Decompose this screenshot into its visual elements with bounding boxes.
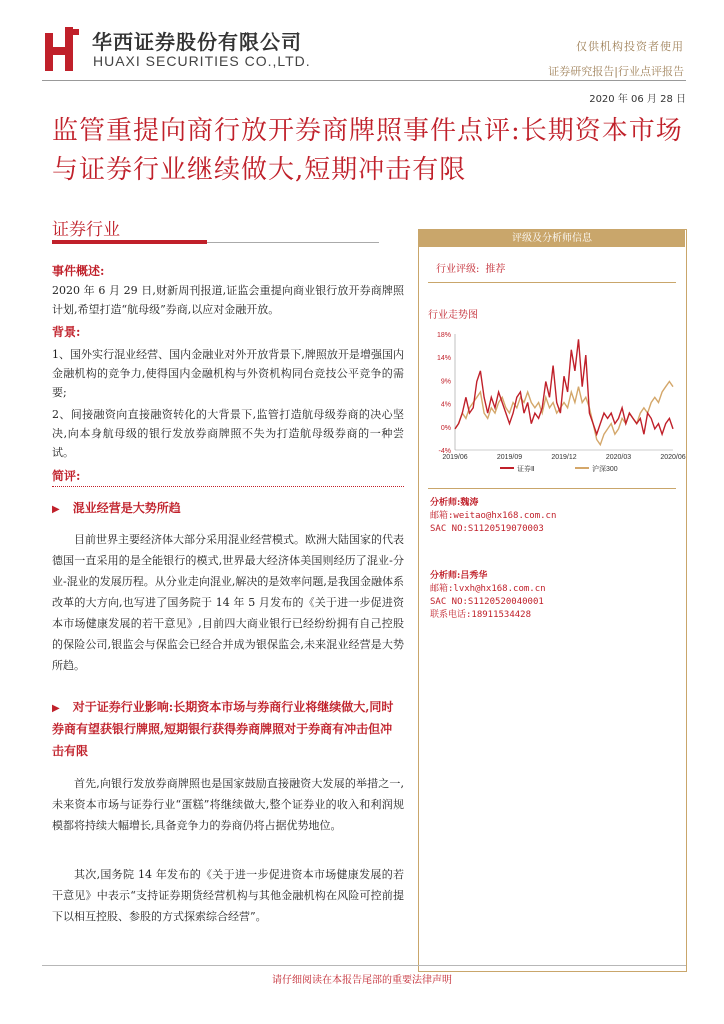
x-tick-label: 2020/06: [660, 454, 686, 461]
legend-label: 证券Ⅱ: [517, 466, 535, 473]
y-tick-label: 9%: [440, 378, 451, 386]
rating-label: 行业评级: 推荐: [436, 264, 506, 275]
analyst-2-name: 分析师:吕秀华: [430, 571, 488, 581]
chart-label: 行业走势图: [428, 310, 478, 321]
point-2-para-1: 首先,向银行发放券商牌照也是国家鼓励直接融资大发展的举措之一,未来资本市场与证券行业“蛋糕”将继续做大,整个证券业的收入和利润规模都将持续大幅增长,具备竞争力的券商仍将占据优势地位。: [52, 777, 404, 832]
header-divider: [42, 80, 686, 81]
report-title: 监管重提向商行放开券商牌照事件点评:长期资本市场与证券行业继续做大,短期冲击有限: [52, 116, 683, 185]
x-tick-label: 2019/09: [496, 454, 523, 461]
analyst-1-email: 邮箱:weitao@hx168.com.cn: [430, 511, 557, 521]
series-line: [455, 339, 673, 434]
comment-heading: 简评:: [52, 469, 81, 483]
footer-divider: [42, 965, 686, 966]
report-type: 证券研究报告|行业点评报告: [548, 65, 684, 78]
analyst-1-sac: SAC NO:S1120519070003: [430, 524, 544, 534]
huaxi-logo-icon: [45, 27, 81, 71]
y-tick-label: 0%: [440, 424, 451, 432]
background-item-1: 1、国外实行混业经营、国内金融业对外开放背景下,牌照放开是增强国内金融机构的竞争力,使得国内金融机构与外资机构同台竞技公平竞争的需要;: [52, 348, 404, 399]
y-tick-label: 4%: [440, 401, 451, 409]
sidebar-header: 评级及分析师信息: [419, 230, 685, 247]
analyst-2-sac: SAC NO:S1120520040001: [430, 597, 544, 607]
x-tick-label: 2019/06: [442, 454, 468, 461]
industry-rule: [207, 242, 379, 243]
y-tick-label: 14%: [436, 355, 451, 363]
analyst-2-phone: 联系电话:18911534428: [430, 610, 532, 620]
bullet-arrow-icon: ▶: [52, 703, 60, 714]
y-tick-label: 18%: [436, 332, 451, 339]
industry-underline: [52, 240, 207, 244]
sidebar-divider: [428, 282, 676, 283]
report-date: 2020 年 06 月 28 日: [589, 94, 686, 105]
sidebar-divider: [428, 488, 676, 489]
legend-label: 沪深300: [592, 466, 618, 473]
industry-trend-chart: [425, 328, 686, 476]
event-heading: 事件概述:: [52, 264, 105, 278]
analyst-2-email: 邮箱:lvxh@hx168.com.cn: [430, 584, 546, 594]
event-text: 2020 年 6 月 29 日,财新周刊报道,证监会重提向商业银行放开券商牌照计划,希望打造“航母级”券商,以应对金融开放。: [52, 284, 404, 316]
audience-note: 仅供机构投资者使用: [576, 40, 684, 53]
y-tick-label: -4%: [438, 448, 451, 455]
x-tick-label: 2020/03: [605, 454, 632, 461]
industry-label: 证券行业: [52, 220, 120, 240]
rating-value: 推荐: [485, 264, 506, 275]
background-heading: 背景:: [52, 325, 81, 339]
brand-name-cn: 华西证券股份有限公司: [92, 30, 302, 54]
point-2-para-2: 其次,国务院 14 年发布的《关于进一步促进资本市场健康发展的若干意见》中表示“支持证券期货经营机构与其他金融机构在风险可控前提下以相互控股、参股的方式探索综合经营”。: [52, 868, 404, 923]
point-1-title: 混业经营是大势所趋: [72, 501, 181, 515]
analyst-1: [430, 497, 556, 536]
analyst-1-name: 分析师:魏涛: [430, 498, 479, 508]
point-2-title: 对于证券行业影响:长期资本市场与券商行业将继续做大,同时券商有望获银行牌照,短期银行获得券商牌照对于券商有冲击但冲击有限: [52, 700, 394, 758]
background-item-2: 2、间接融资向直接融资转化的大背景下,监管打造航母级券商的决心坚决,向本身航母级的银行发放券商牌照不失为打造航母级券商的一种尝试。: [52, 408, 404, 459]
bullet-arrow-icon: ▶: [52, 504, 60, 515]
point-1-text: 目前世界主要经济体大部分采用混业经营模式。欧洲大陆国家的代表德国一直采用的是全能银行的模式,世界最大经济体美国则经历了混业-分业-混业的发展历程。从分业走向混业,解决的是效率问题,是我国金融体系改革的大方向,也写进了国务院于 14 年 5 月发布的《关于进一步促进资本市场健康发展的若干意见》,目前四大商业银行已经纷纷拥有自己控股的保险公司,银监会与保监会已经合并成为银保监会,未来混业经营是大势所趋。: [52, 533, 404, 672]
brand-name-en: HUAXI SECURITIES CO.,LTD.: [93, 53, 311, 69]
section-divider: [52, 486, 404, 487]
point-2: [52, 696, 404, 762]
legal-notice: 请仔细阅读在本报告尾部的重要法律声明: [272, 975, 452, 986]
analyst-2: [430, 570, 546, 622]
x-tick-label: 2019/12: [551, 454, 577, 461]
point-1: [52, 497, 404, 519]
